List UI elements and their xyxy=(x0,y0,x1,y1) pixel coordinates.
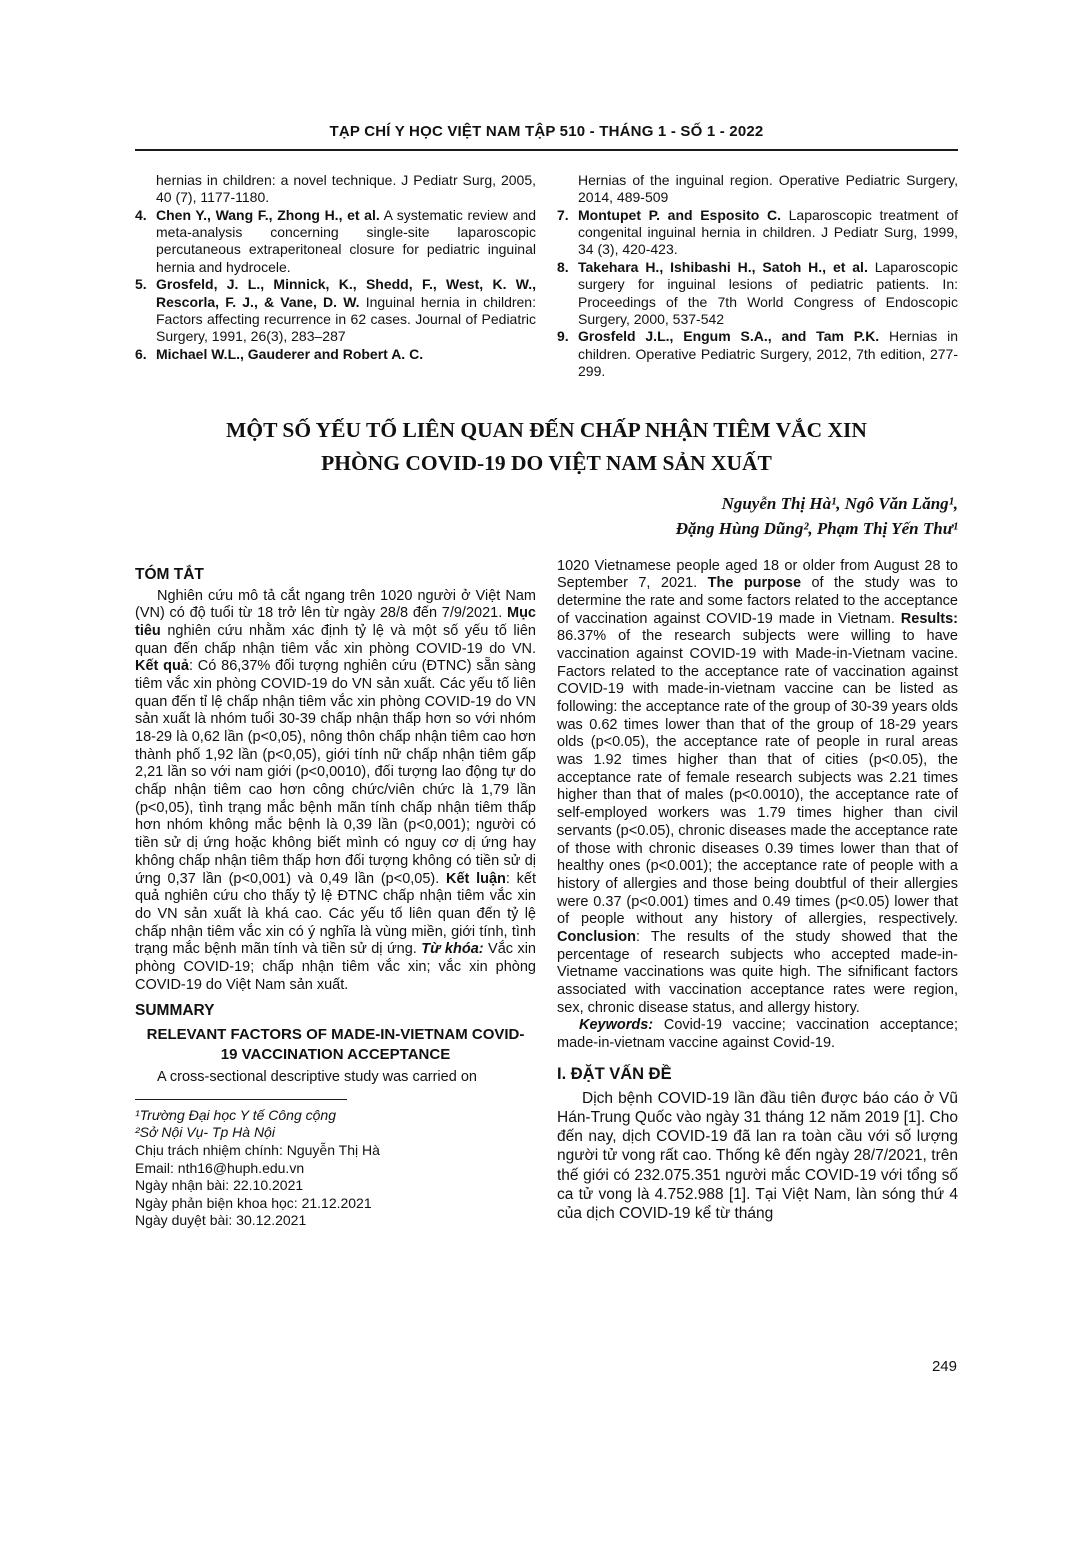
reference-authors: Michael W.L., Gauderer and Robert A. C. xyxy=(156,345,424,362)
footnote-review-date: Ngày phản biện khoa học: 21.12.2021 xyxy=(135,1194,372,1211)
article-body xyxy=(135,558,958,1230)
summary-paragraph-left: A cross-sectional descriptive study was carried on xyxy=(157,1068,477,1085)
text-run: 86.37% of the research subjects were willing to have vaccination against COVID-19 with Made-in-Vietnam vacine. Factors related to the acceptance rate of vaccination against COVID-19 with made-in-vietnam vaccine can be listed as following: the acceptance rate of the group of 30-39 years olds was 0.62 times lower than that of the group of 18-29 years olds (p<0.05), the acceptance rate of people in rural areas was 1.92 times higher than that of cities (p<0.05), the acceptance rate of female research subjects was 2.21 times higher than that of males (p<0.0010), the acceptance rate of self-employed workers was 1.79 times higher than civil servants (p<0.05), chronic diseases made the acceptance rate of those with chronic diseases 0.39 times lower than that of healthy ones (p<0.001); the acceptance rate of people with a history of allergies and those being doubtful of their allergies were 0.37 (p<0.001) times and 0.49 times (p<0.05) lower that of people without any history of allergies, respectively. xyxy=(557,628,958,928)
footnote-block xyxy=(135,1099,536,1230)
article-title-line-2: PHÒNG COVID-19 DO VIỆT NAM SẢN XUẤT xyxy=(321,451,772,476)
reference-text: Laparoscopic treatment of congenital inguinal hernia in children. J Pediatr Surg, 1999, 34 (3), 420-423. xyxy=(578,206,958,258)
text-run: : Có 86,37% đối tượng nghiên cứu (ĐTNC) sẵn sàng tiêm vắc xin phòng COVID-19 do VN sản xuất. Các yếu tố liên quan đến tỉ lệ chấp nhận tiêm vắc xin phòng COVID-19 do VN sản xuất là nhóm tuổi 30-39 chấp nhận thấp hơn so với nhóm 18-29 là 0,62 lần (p<0,05), nông thôn chấp nhận tiêm cao hơn thành phố 1,92 lần (p<0,05), giới tính nữ chấp nhận tiêm gấp 2,21 lần so với nam giới (p<0,0010), đối tượng lao động tự do chấp nhận tiêm cao hơn công chức/viên chức là 1,79 lần (p<0,05), tình trạng mắc bệnh mãn tính chấp nhận tiêm thấp hơn nhóm không mắc bệnh là 0,39 lần (p<0,001); người có tiền sử dị ứng hoặc không biết mình có nguy cơ dị ứng hay không chấp nhận tiêm thấp hơn đối tượng không có tiền sử dị ứng 0,37 lần (p<0,001) và 0,49 lần (p<0,05). xyxy=(135,658,536,887)
reference-authors: Grosfeld J.L., Engum S.A., and Tam P.K. xyxy=(578,328,880,345)
muc-tieu-label: Mục tiêu xyxy=(135,605,536,639)
author-line-1: Nguyễn Thị Hà¹, Ngô Văn Lăng¹, xyxy=(721,493,958,513)
footnote-accepted-date: Ngày duyệt bài: 30.12.2021 xyxy=(135,1212,307,1229)
reference-item xyxy=(135,346,536,363)
ket-luan-label: Kết luận xyxy=(446,870,506,887)
references-right-column xyxy=(557,172,958,380)
text-run: Nghiên cứu mô tả cắt ngang trên 1020 người ở Việt Nam (VN) có độ tuổi từ 18 trở lên từ ngày 28/8 đến 7/9/2021. xyxy=(135,587,536,622)
keywords-paragraph xyxy=(557,1017,958,1052)
text-run: nghiên cứu nhằm xác định tỷ lệ và một số yếu tố liên quan đến chấp nhận tiêm vắc xin phòng COVID-19 do VN. xyxy=(135,622,536,657)
footnote-email: Email: nth16@huph.edu.vn xyxy=(135,1159,305,1176)
ket-qua-label: Kết quả xyxy=(135,658,189,675)
reference-item xyxy=(557,328,958,380)
reference-item xyxy=(557,259,958,328)
footnote-corresponding-author: Chịu trách nhiệm chính: Nguyễn Thị Hà xyxy=(135,1141,380,1158)
footnote-affiliation-2: ²Sở Nội Vụ- Tp Hà Nội xyxy=(135,1124,275,1141)
reference-authors: Grosfeld, J. L., Minnick, K., Shedd, F., West, K. W., Rescorla, F. J., & Vane, D. W. xyxy=(156,276,536,310)
references-left-column xyxy=(135,172,536,380)
journal-header xyxy=(135,123,958,151)
right-column xyxy=(557,558,958,1230)
reference-number: 5. xyxy=(135,276,147,293)
article-title-line-1: MỘT SỐ YẾU TỐ LIÊN QUAN ĐẾN CHẤP NHẬN TIÊM VẮC XIN xyxy=(226,418,867,443)
reference-text: A systematic review and meta-analysis concerning single-site laparoscopic percutaneous extraperitoneal closure for pediatric inguinal hernia and hydrocele. xyxy=(156,206,536,275)
text-run: Covid-19 vaccine; vaccination acceptance; made-in-vietnam vaccine against Covid-19. xyxy=(557,1017,958,1052)
text-run: : The results of the study showed that the percentage of research subjects who accepted made-in-Vietname vaccinations was quite high. The sifnificant factors associated with vaccination acceptance rates were region, sex, chronic disease status, and allergy history. xyxy=(557,928,958,1016)
conclusion-label: Conclusion xyxy=(557,928,636,945)
article-title xyxy=(135,414,958,480)
keywords-label: Keywords: xyxy=(579,1017,654,1034)
reference-item xyxy=(135,172,536,207)
left-column xyxy=(135,558,536,1230)
summary-article-title: RELEVANT FACTORS OF MADE-IN-VIETNAM COVID-19 VACCINATION ACCEPTANCE xyxy=(146,1026,525,1064)
tu-khoa-label: Từ khóa: xyxy=(421,941,484,958)
author-line-2: Đặng Hùng Dũng², Phạm Thị Yến Thư¹ xyxy=(675,519,958,539)
reference-text: Hernias of the inguinal region. Operative Pediatric Surgery, 2014, 489-509 xyxy=(578,172,958,206)
text-run: Vắc xin phòng COVID-19; chấp nhận tiêm vắc xin; vắc xin phòng COVID-19 do Việt Nam sản xuất. xyxy=(135,941,536,993)
reference-authors: Chen Y., Wang F., Zhong H., et al. xyxy=(156,206,380,223)
reference-text: Hernias in children. Operative Pediatric Surgery, 2012, 7th edition, 277-299. xyxy=(578,328,959,379)
reference-text: Inguinal hernia in children: Factors affecting recurrence in 62 cases. Journal of Pediatric Surgery, 1991, 26(3), 283–287 xyxy=(156,293,536,345)
summary-paragraph-right xyxy=(557,558,958,1018)
results-label: Results: xyxy=(900,610,958,627)
reference-text: Laparoscopic surgery for inguinal lesions of pediatric patients. In: Proceedings of the 7th World Congress of Endoscopic Surgery, 2000, 537-542 xyxy=(578,258,958,327)
reference-item xyxy=(557,207,958,259)
reference-number: 7. xyxy=(557,206,569,223)
reference-number: 8. xyxy=(557,258,569,275)
reference-number: 9. xyxy=(557,328,569,345)
tom-tat-heading: TÓM TẮT xyxy=(135,565,204,583)
reference-authors: Montupet P. and Esposito C. xyxy=(578,206,781,223)
introduction-heading: I. ĐẶT VẤN ĐỀ xyxy=(557,1064,672,1083)
footnote-received-date: Ngày nhận bài: 22.10.2021 xyxy=(135,1177,304,1194)
reference-number: 4. xyxy=(135,206,147,223)
introduction-paragraph: Dịch bệnh COVID-19 lần đầu tiên được báo cáo ở Vũ Hán-Trung Quốc vào ngày 31 tháng 12 năm 2019 [1]. Cho đến nay, dịch COVID-19 đã lan ra toàn cầu với số lượng người tử vong rất cao. Thống kê đến ngày 28/7/2021, trên thế giới có 232.075.351 người mắc COVID-19 với tổng số ca tử vong là 4.752.988 [1]. Tại Việt Nam, làn sóng thứ 4 của dịch COVID-19 kể từ tháng xyxy=(557,1089,958,1223)
abstract-vietnamese xyxy=(135,588,536,995)
reference-text: hernias in children: a novel technique. J Pediatr Surg, 2005, 40 (7), 1177-1180. xyxy=(156,172,536,206)
references-section xyxy=(135,172,958,380)
footnote-divider xyxy=(135,1099,347,1100)
reference-item xyxy=(135,276,536,345)
text-run: of the study was to determine the rate and some factors related to the acceptance of vaccination against COVID-19 made in Vietnam. xyxy=(557,575,958,627)
journal-header-text: TẠP CHÍ Y HỌC VIỆT NAM TẬP 510 - THÁNG 1 - SỐ 1 - 2022 xyxy=(329,123,764,140)
text-run: 1020 Vietnamese people aged 18 or older from August 28 to September 7, 2021. xyxy=(557,557,958,592)
reference-item xyxy=(135,207,536,276)
reference-authors: Takehara H., Ishibashi H., Satoh H., et al. xyxy=(578,258,868,275)
reference-number: 6. xyxy=(135,345,147,362)
summary-heading: SUMMARY xyxy=(135,1002,215,1020)
author-list xyxy=(135,491,958,542)
footnote-affiliation-1: ¹Trường Đại học Y tế Công cộng xyxy=(135,1106,336,1123)
purpose-label: The purpose xyxy=(707,575,802,592)
text-run: : kết quả nghiên cứu cho thấy tỷ lệ ĐTNC chấp nhận tiêm vắc xin do VN sản xuất là khá cao. Các yếu tố liên quan đến tỷ lệ chấp nhận tiêm vắc xin có ý nghĩa là vùng miền, giới tính, tình trạng mắc bệnh mãn tính và tiền sử dị ứng. xyxy=(135,870,537,958)
page-number: 249 xyxy=(931,1358,957,1375)
reference-item xyxy=(557,172,958,207)
